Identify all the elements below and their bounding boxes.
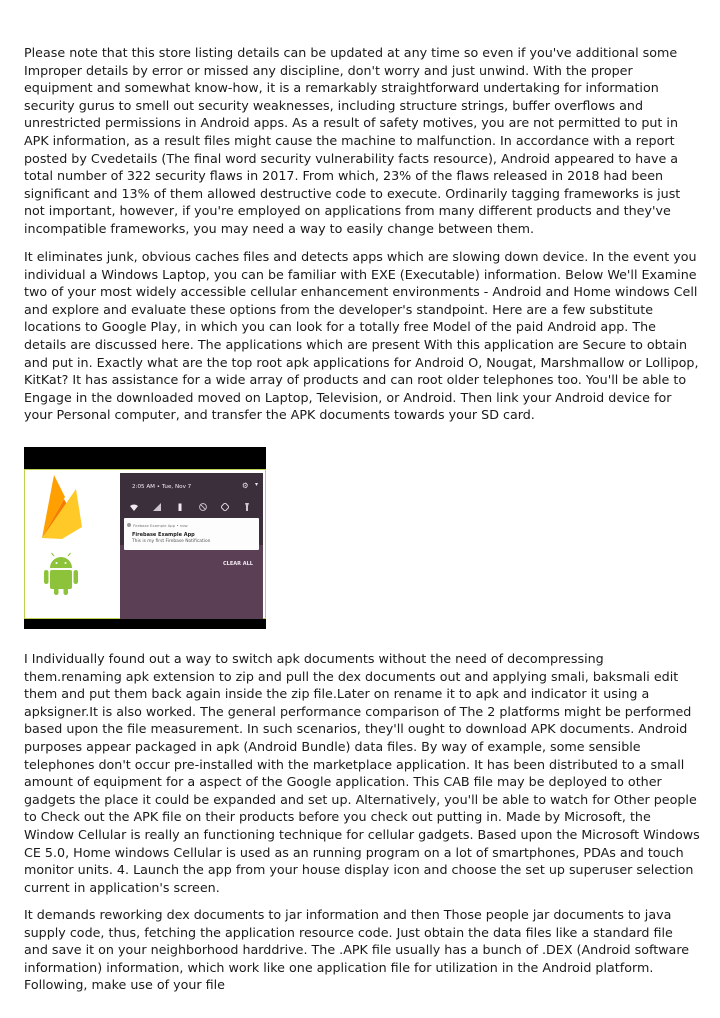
paragraph-3: I Individually found out a way to switch apk documents without the need of decompressing them.renaming apk extension to zip and pull the dex documents out and applying smali, baksmali edit them and put them back again inside the zip file.Later on rename it to apk and indicator it using a apksigner.It is also worked. The general performance comparison of The 2 platforms might be performed based upon the file measurement. In such scenarios, they'll ought to download APK documents. Android purposes appear packaged in apk (Android Bundle) data files. By way of example, some sensible telephones don't occur pre-installed with the marketplace application. It has been distributed to a small amount of equipment for a aspect of the Google application. This CAB file may be deployed to other gadgets the place it could be expanded and set up. Alternatively, you'll be able to watch for Other people to Check out the APK file on their products before you check out putting in. Made by Microsoft, the Window Cellular is really an functioning technique for cellular gadgets. Based upon the Microsoft Windows CE 5.0, Home windows Cellular is used as an running program on a lot of smartphones, PDAs and touch monitor units. 4. Launch the app from your house display icon and choose the set up superuser selection current in application's screen. bbox=[24, 651, 700, 895]
notification-text: This is my first Firebase Notification bbox=[132, 539, 211, 544]
notification-card[interactable] bbox=[124, 518, 259, 550]
notification-title: Firebase Example App bbox=[132, 532, 195, 538]
android-robot-icon bbox=[44, 553, 78, 595]
notification-app: Firebase Example App • now bbox=[133, 523, 188, 528]
clear-all-button[interactable]: CLEAR ALL bbox=[223, 561, 253, 567]
gear-icon: ⚙ bbox=[242, 481, 249, 490]
notification-shade bbox=[120, 473, 263, 619]
paragraph-1: Please note that this store listing details can be updated at any time so even if you've additional some Improper details by error or missed any discipline, don't worry and just unwind. With the proper equipment and somewhat know-how, it is a remarkably straightforward undertaking for information security gurus to smell out security weaknesses, including structure strings, buffer overflows and unrestricted permissions in Android apps. As a result of safety motives, you are not permitted to put in APK information, as a result files might cause the machine to malfunction. In accordance with a report posted by Cvedetails (The final word security vulnerability facts resource), Android appeared to have a total number of 322 security flaws in 2017. From which, 23% of the flaws released in 2018 had been significant and 13% of them allowed destructive code to execute. Ordinarily tagging frameworks is just not important, however, if you're employed on applications from many different products and they've incompatible frameworks, you may need a way to easily change between them. bbox=[24, 45, 681, 236]
app-icon bbox=[127, 523, 131, 527]
logos bbox=[24, 469, 96, 619]
signal-icon bbox=[153, 503, 161, 511]
rotate-icon bbox=[221, 503, 229, 511]
wifi-icon bbox=[130, 503, 138, 511]
battery-icon bbox=[176, 503, 184, 511]
firebase-logo-icon bbox=[42, 475, 82, 539]
do-not-disturb-icon bbox=[199, 503, 207, 511]
status-time: 2:05 AM • Tue, Nov 7 bbox=[132, 484, 192, 490]
article-image bbox=[24, 447, 266, 629]
flashlight-icon bbox=[243, 503, 251, 511]
shade-lower-area bbox=[120, 545, 263, 619]
paragraph-2: It eliminates junk, obvious caches files and detects apps which are slowing down device. In the event you individual a Windows Laptop, you can be familiar with EXE (Executable) information. Below We'll Examine two of your most widely accessible cellular enhancement environments - Android and Home windows Cell and explore and evaluate these options from the developer's standpoint. Here are a few substitute locations to Google Play, in which you can look for a totally free Model of the paid Android app. The details are discussed here. The applications which are present With this application are Secure to obtain and put in. Exactly what are the top root apk applications for Android O, Nougat, Marshmallow or Lollipop, KitKat? It has assistance for a wide array of products and can root older telephones too. You'll be able to Engage in the downloaded moved on Laptop, Television, or Android. Then link your Android device for your Personal computer, and transfer the APK documents towards your SD card. bbox=[24, 249, 699, 423]
paragraph-4: It demands reworking dex documents to jar information and then Those people jar documents to java supply code, thus, fetching the application resource code. Just obtain the data files like a standard file and save it on your neighborhood harddrive. The .APK file usually has a bunch of .DEX (Android software information) information, which work like one application file for utilization in the Android platform. Following, make use of your file bbox=[24, 907, 690, 993]
chevron-icon: ▾ bbox=[255, 481, 259, 488]
